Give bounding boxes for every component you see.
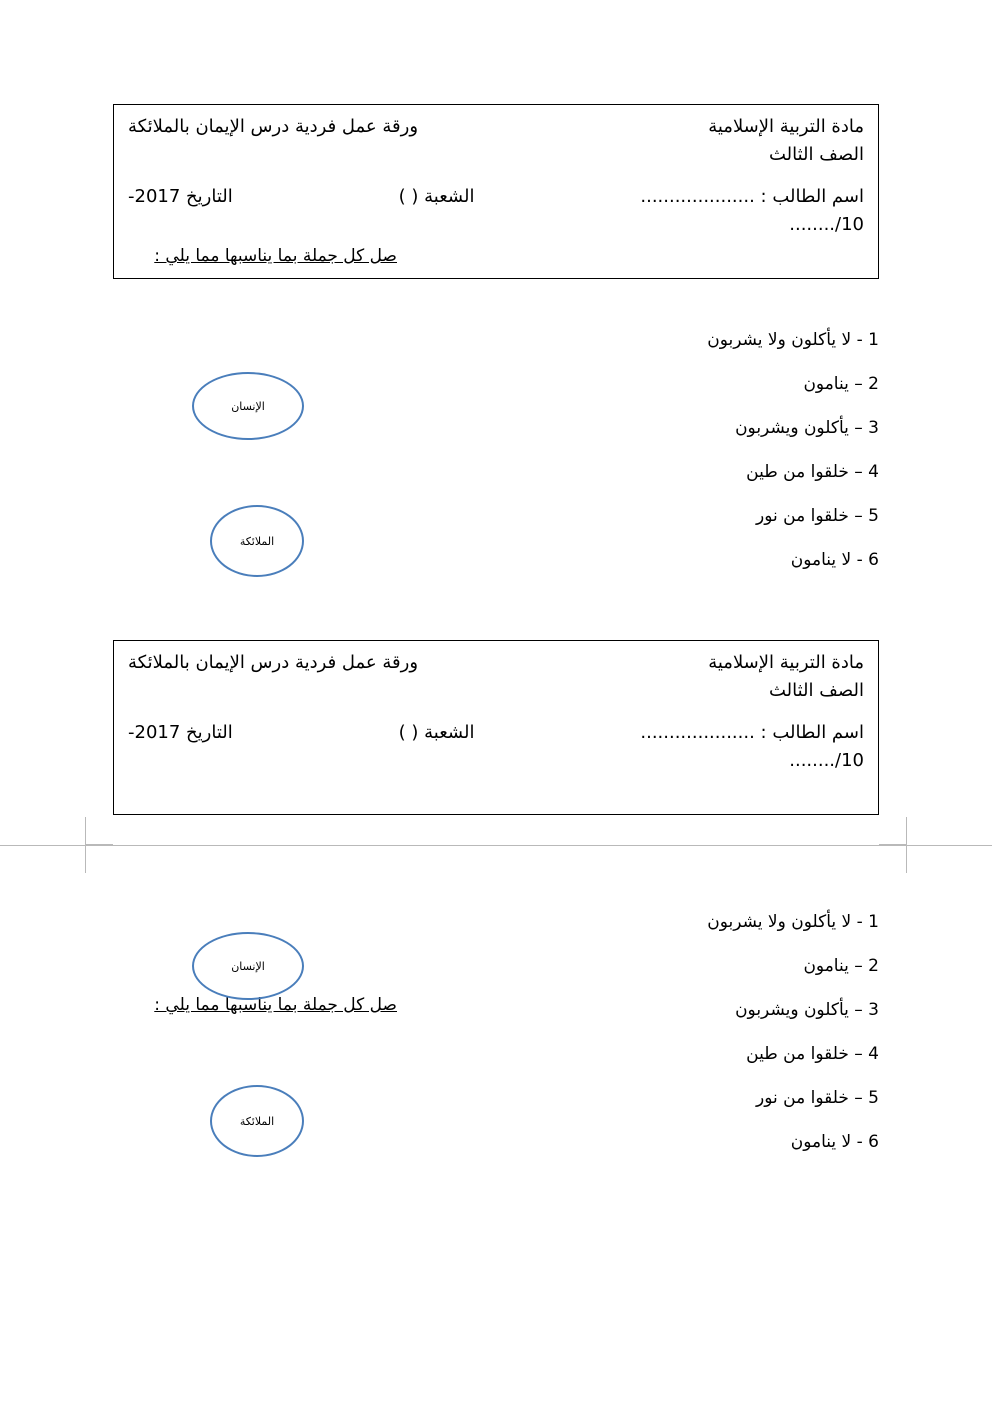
- ellipse-human-copy-2: الإنسان: [192, 932, 304, 1000]
- statement-item: 6 - لا ينامون: [790, 550, 879, 570]
- statement-item: 2 – ينامون: [803, 374, 879, 394]
- header-info-row: [128, 719, 864, 748]
- page-break-line: [0, 845, 992, 846]
- date-field: التاريخ 2017-: [128, 185, 233, 207]
- ellipse-human-copy-1: الإنسان: [192, 372, 304, 440]
- statement-item: 5 – خلقوا من نور: [756, 506, 879, 526]
- ellipse-angels-copy-2: الملائكة: [210, 1085, 304, 1157]
- statement-item: 3 – يأكلون ويشربون: [735, 418, 879, 438]
- section-field: الشعبة ( ): [398, 185, 475, 207]
- mark-field: 10/........: [789, 749, 864, 771]
- instruction-text-copy-1: صل كل جملة بما يناسبها مما يلي :: [154, 246, 397, 266]
- header-info-row: [128, 183, 864, 212]
- worksheet-title: ورقة عمل فردية درس الإيمان بالملائكة: [128, 652, 419, 673]
- worksheet-title: ورقة عمل فردية درس الإيمان بالملائكة: [128, 116, 419, 137]
- instruction-text-copy-2: صل كل جملة بما يناسبها مما يلي :: [154, 995, 397, 1015]
- crop-mark-bottom-left: [85, 845, 113, 873]
- mark-field: 10/........: [789, 213, 864, 235]
- date-field: التاريخ 2017-: [128, 721, 233, 743]
- header-top-row: [128, 649, 864, 677]
- statement-item: 4 – خلقوا من طين: [746, 462, 879, 482]
- grade-label: الصف الثالث: [768, 143, 864, 165]
- ellipse-angels-copy-1: الملائكة: [210, 505, 304, 577]
- subject-label: مادة التربية الإسلامية: [708, 652, 864, 673]
- statement-item: 6 - لا ينامون: [790, 1132, 879, 1152]
- grade-label: الصف الثالث: [768, 679, 864, 701]
- statement-item: 1 - لا يأكلون ولا يشربون: [707, 330, 879, 350]
- student-name-field: اسم الطالب : ....................: [640, 721, 864, 743]
- statement-item: 3 – يأكلون ويشربون: [735, 1000, 879, 1020]
- student-name-field: اسم الطالب : ....................: [640, 185, 864, 207]
- statement-item: 5 – خلقوا من نور: [756, 1088, 879, 1108]
- header-top-row: [128, 113, 864, 141]
- subject-label: مادة التربية الإسلامية: [708, 116, 864, 137]
- crop-mark-top-left: [85, 817, 113, 845]
- crop-mark-bottom-right: [879, 845, 907, 873]
- statement-item: 1 - لا يأكلون ولا يشربون: [707, 912, 879, 932]
- header-box-copy-2: [113, 640, 879, 815]
- statement-item: 2 – ينامون: [803, 956, 879, 976]
- crop-mark-top-right: [879, 817, 907, 845]
- statement-item: 4 – خلقوا من طين: [746, 1044, 879, 1064]
- section-field: الشعبة ( ): [398, 721, 475, 743]
